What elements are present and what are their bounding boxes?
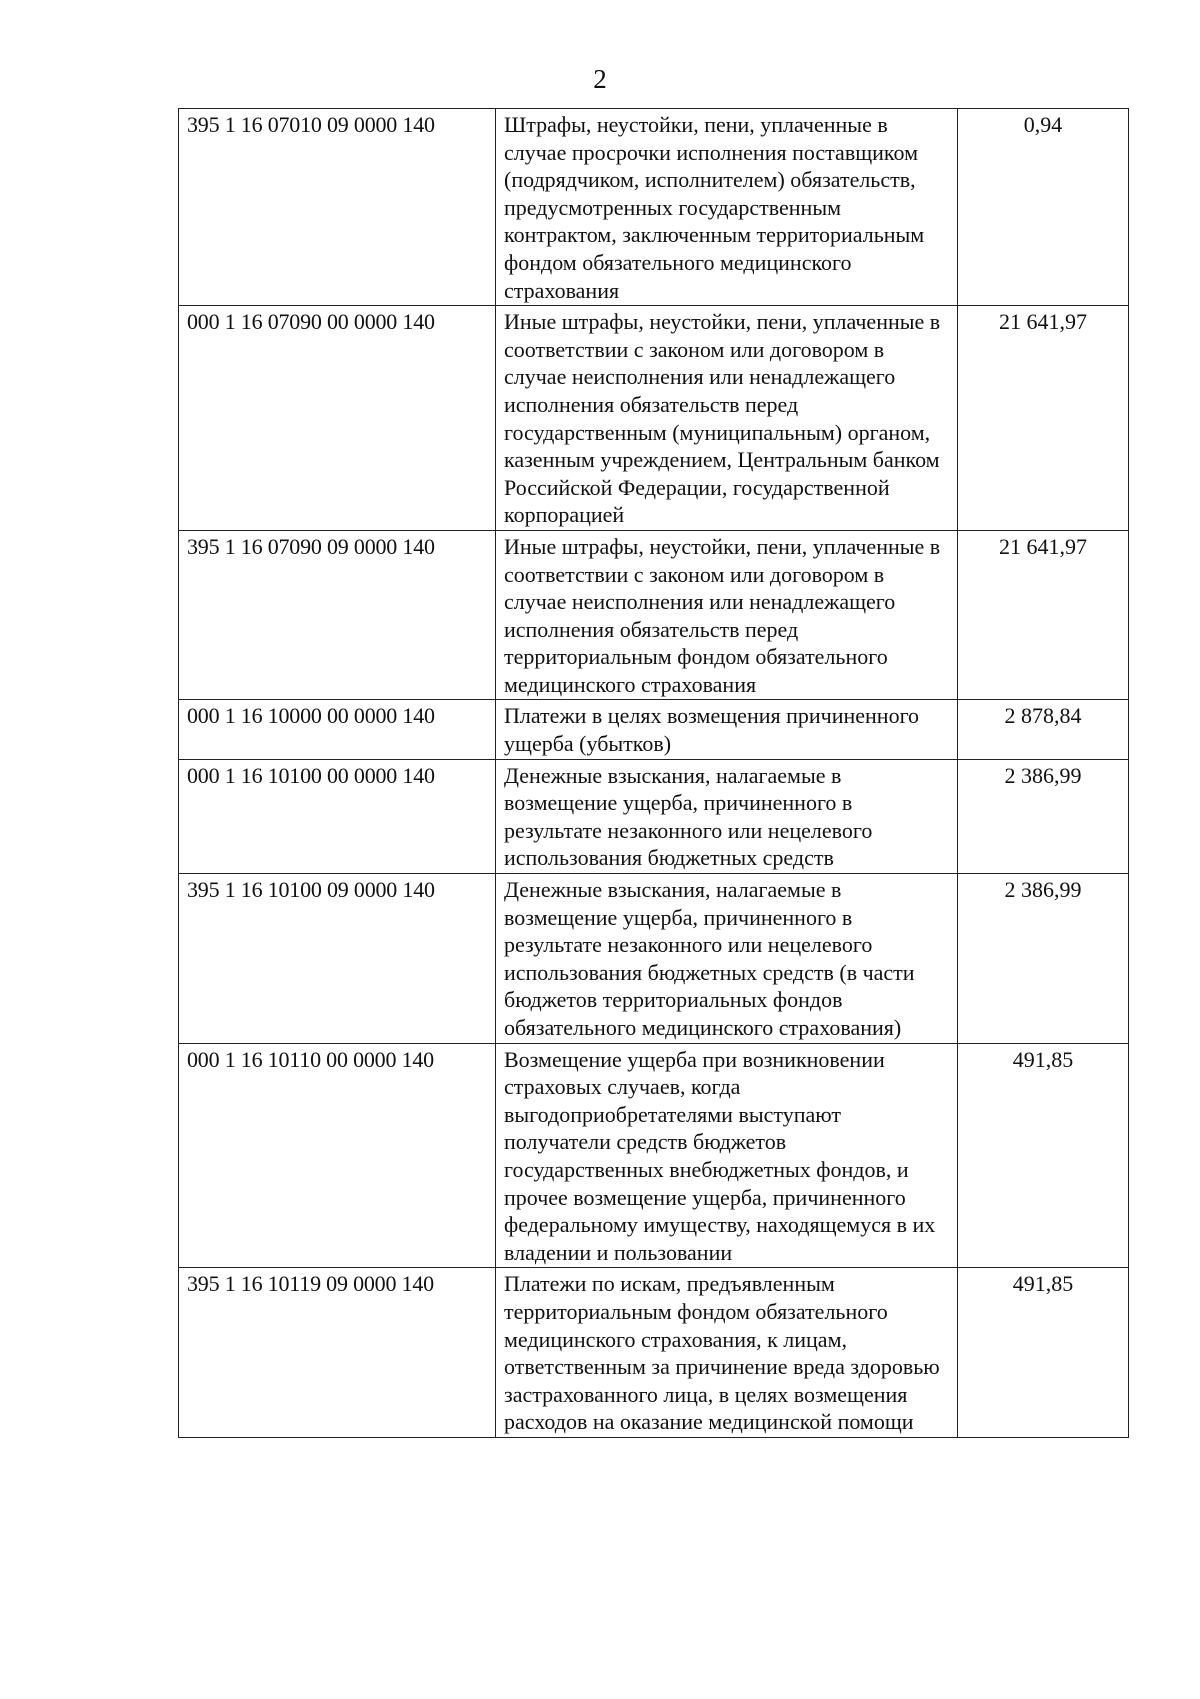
budget-code-cell: 000 1 16 10100 00 0000 140 [179, 759, 496, 873]
amount-cell: 21 641,97 [958, 306, 1129, 531]
amount-cell: 2 386,99 [958, 759, 1129, 873]
amount-cell: 2 878,84 [958, 700, 1129, 759]
budget-code-cell: 000 1 16 10110 00 0000 140 [179, 1043, 496, 1268]
amount-cell: 21 641,97 [958, 530, 1129, 700]
table-row [179, 306, 1129, 531]
table-row [179, 874, 1129, 1044]
table-row [179, 1043, 1129, 1268]
budget-code-cell: 395 1 16 07010 09 0000 140 [179, 109, 496, 306]
budget-revenue-table [178, 108, 1129, 1438]
revenue-name-cell: Иные штрафы, неустойки, пени, уплаченные в соответствии с законом или договором в случае неисполнения или ненадлежащего исполнения обязательств перед территориальным фондом обязательного медицинского страхования [496, 530, 958, 700]
table-row [179, 109, 1129, 306]
page-number: 2 [593, 64, 607, 94]
budget-code-cell: 000 1 16 07090 00 0000 140 [179, 306, 496, 531]
revenue-name-cell: Иные штрафы, неустойки, пени, уплаченные в соответствии с законом или договором в случае неисполнения или ненадлежащего исполнения обязательств перед государственным (муниципальным) органом, казенным учреждением, Центральным банком Российской Федерации, государственной корпорацией [496, 306, 958, 531]
revenue-name-cell: Платежи в целях возмещения причиненного ущерба (убытков) [496, 700, 958, 759]
table-row [179, 1268, 1129, 1438]
amount-cell: 491,85 [958, 1043, 1129, 1268]
revenue-name-cell: Денежные взыскания, налагаемые в возмещение ущерба, причиненного в результате незаконного или нецелевого использования бюджетных средств (в части бюджетов территориальных фондов обязательного медицинского страхования) [496, 874, 958, 1044]
budget-code-cell: 395 1 16 07090 09 0000 140 [179, 530, 496, 700]
revenue-name-cell: Платежи по искам, предъявленным территориальным фондом обязательного медицинского страхования, к лицам, ответственным за причинение вреда здоровью застрахованного лица, в целях возмещения расходов на оказание медицинской помощи [496, 1268, 958, 1438]
table-row [179, 530, 1129, 700]
amount-cell: 2 386,99 [958, 874, 1129, 1044]
budget-code-cell: 395 1 16 10100 09 0000 140 [179, 874, 496, 1044]
revenue-name-cell: Денежные взыскания, налагаемые в возмещение ущерба, причиненного в результате незаконного или нецелевого использования бюджетных средств [496, 759, 958, 873]
amount-cell: 491,85 [958, 1268, 1129, 1438]
revenue-name-cell: Возмещение ущерба при возникновении страховых случаев, когда выгодоприобретателями выступают получатели средств бюджетов государственных внебюджетных фондов, и прочее возмещение ущерба, причиненного федеральному имуществу, находящемуся в их владении и пользовании [496, 1043, 958, 1268]
budget-code-cell: 000 1 16 10000 00 0000 140 [179, 700, 496, 759]
budget-code-cell: 395 1 16 10119 09 0000 140 [179, 1268, 496, 1438]
table-row [179, 759, 1129, 873]
amount-cell: 0,94 [958, 109, 1129, 306]
table-row [179, 700, 1129, 759]
revenue-name-cell: Штрафы, неустойки, пени, уплаченные в случае просрочки исполнения поставщиком (подрядчиком, исполнителем) обязательств, предусмотренных государственным контрактом, заключенным территориальным фондом обязательного медицинского страхования [496, 109, 958, 306]
